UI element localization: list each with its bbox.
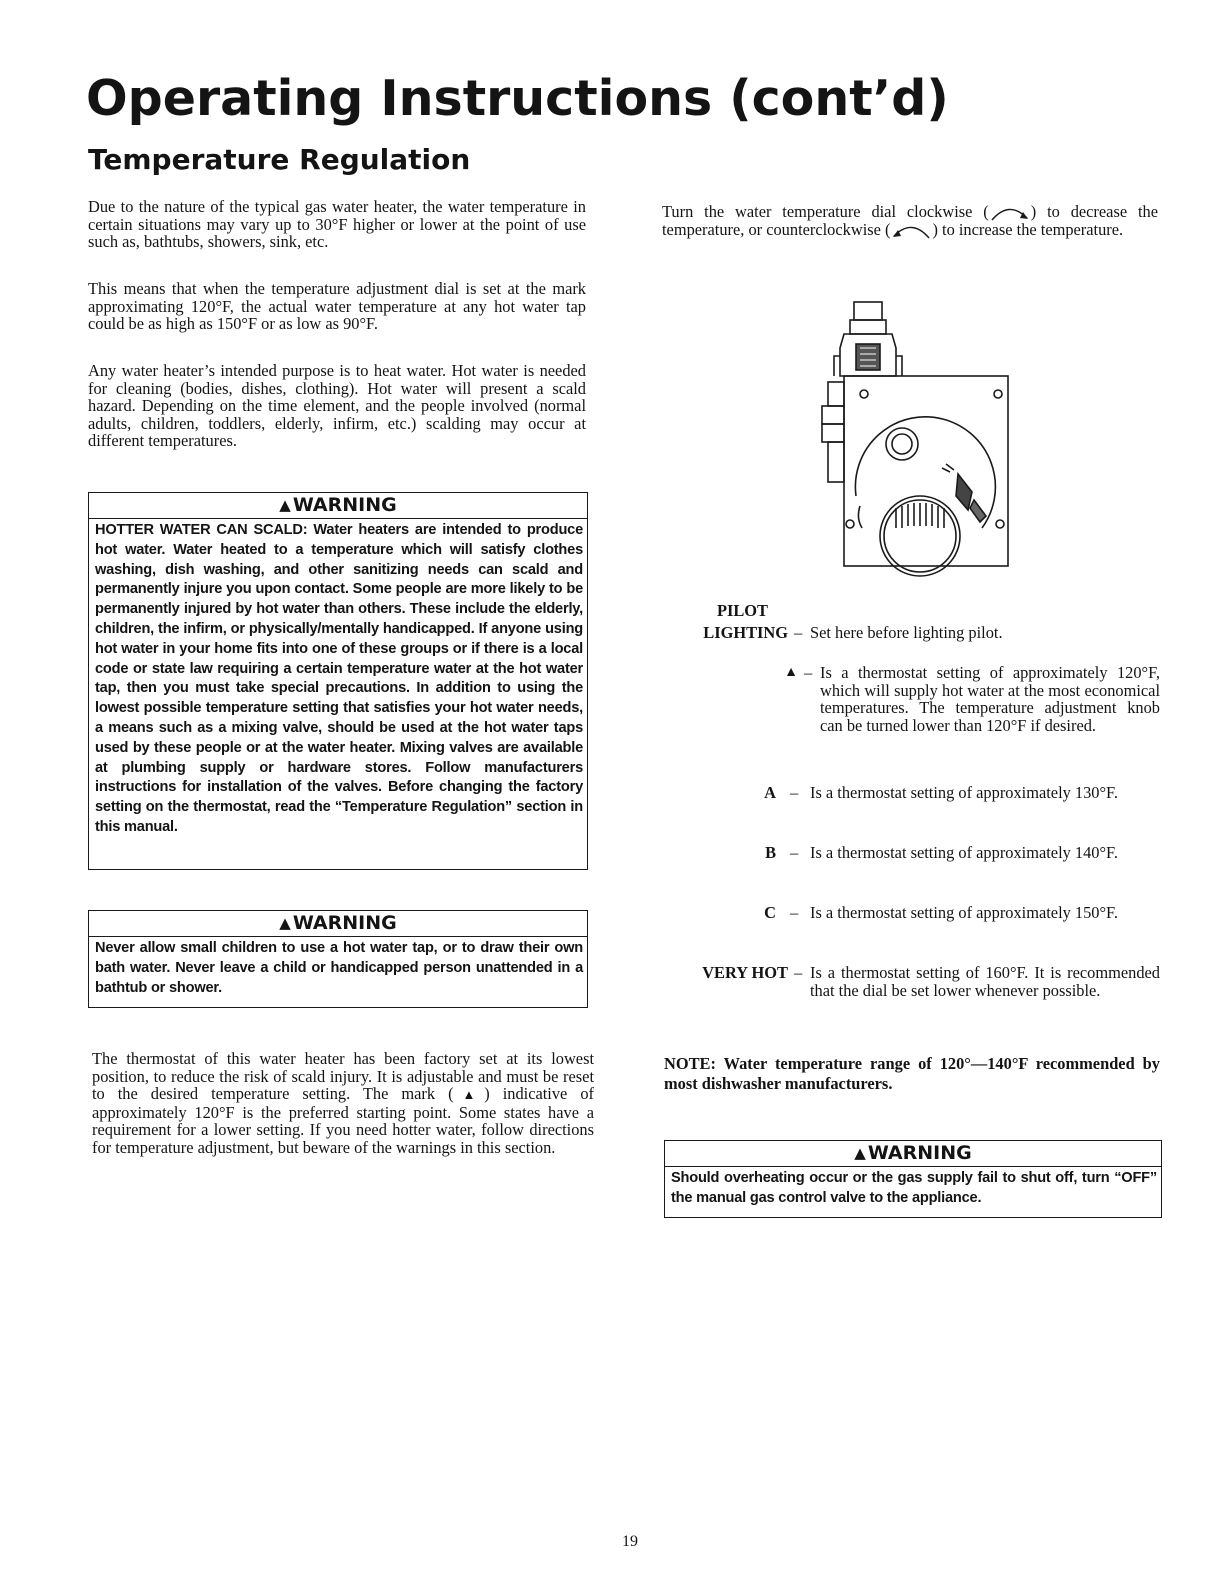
intro-paragraph: Due to the nature of the typical gas water heater, the water temperature in certain situations may vary up to 30°F higher or lower at the point of use such as, bathtubs, showers, sink, etc. — [88, 197, 586, 252]
section-title: Temperature Regulation — [88, 143, 471, 176]
setting-term: ▲ — [784, 665, 798, 680]
warning-text: Never allow small children to use a hot water tap, or to draw their own bath water. Never leave a child or handicapped person unattended in a bathtub or shower. — [95, 940, 583, 996]
warning-box-children — [88, 910, 588, 1008]
warning-header: ▲ WARNING — [89, 493, 587, 519]
factory-setting-paragraph: The thermostat of this water heater has been factory set at its lowest position, to reduce the risk of scald injury. It is adjustable and must be reset to the desired temperature setting. The mark (▲) indicative of approximately 120°F is the preferred starting point. Some states have a requirement for a lower setting. If you need hotter water, follow directions for temperature adjustment, but beware of the warnings in this section. — [92, 1049, 594, 1157]
setting-description: Is a thermostat setting of 160°F. It is recommended that the dial be set lower whenever possible. — [810, 963, 1160, 1000]
warning-triangle-icon: ▲ — [279, 496, 291, 514]
setting-dash: – — [804, 663, 813, 682]
setting-term: A — [764, 783, 776, 802]
setting-dash: – — [794, 963, 803, 982]
warning-triangle-icon: ▲ — [279, 914, 291, 932]
warning-triangle-icon: ▲ — [854, 1144, 866, 1162]
setting-dash: – — [794, 623, 803, 642]
dial-direction-paragraph: Turn the water temperature dial clockwise ( ) to decrease the temperature, or counterclockwise ( ) to increase the temperature. — [662, 202, 1158, 239]
setting-description: Set here before lighting pilot. — [810, 623, 1003, 642]
triangle-mark-icon: ▲ — [453, 1087, 485, 1103]
setting-dash: – — [790, 843, 799, 862]
gas-control-valve-diagram — [810, 296, 1020, 586]
warning-header: ▲ WARNING — [665, 1141, 1161, 1167]
setting-term: VERY HOT — [702, 963, 788, 982]
setting-description: Is a thermostat setting of approximately 130°F. — [810, 783, 1118, 802]
setting-term: B — [765, 843, 776, 862]
setting-description: Is a thermostat setting of approximately 140°F. — [810, 843, 1118, 862]
setting-dash: – — [790, 903, 799, 922]
dial-paragraph: This means that when the temperature adjustment dial is set at the mark approximating 120°F, the actual water temperature at any hot water tap could be as high as 150°F or as low as 90°F. — [88, 279, 586, 334]
warning-text: Should overheating occur or the gas supply fail to shut off, turn “OFF” the manual gas control valve to the appliance. — [671, 1170, 1157, 1206]
dishwasher-note: NOTE: Water temperature range of 120°—140°F recommended by most dishwasher manufacturers. — [664, 1054, 1160, 1093]
warning-text: HOTTER WATER CAN SCALD: Water heaters are intended to produce hot water. Water heated to a temperature which will satisfy clothes washing, dish washing, and other sanitizing needs can scald and permanently injure you upon contact. Some people are more likely to be permanently injured by hot water than others. These include the elderly, children, the infirm, or physically/mentally handicapped. If anyone using hot water in your home fits into one of these groups or if there is a local code or state law requiring a certain temperature water at the hot water tap, then you must take special precautions. In addition to using the lowest possible temperature setting that satisfies your hot water needs, a means such as a mixing valve, should be used at the hot water taps used by these people or at the water heater. Mixing valves are available at plumbing supply or hardware stores. Follow manufacturers instructions for installation of the valves. Before changing the factory setting on the thermostat, read the “Temperature Regulation” section in this manual. — [95, 522, 583, 835]
page-number: 19 — [622, 1533, 638, 1550]
warning-header: ▲ WARNING — [89, 911, 587, 937]
scald-paragraph: Any water heater’s intended purpose is to heat water. Hot water is needed for cleaning (bodies, dishes, clothing). Hot water will present a scald hazard. Depending on the time element, and the people involved (normal adults, children, toddlers, elderly, infirm, etc.) scalding may occur at different temperatures. — [88, 361, 586, 451]
setting-dash: – — [790, 783, 799, 802]
setting-term: LIGHTING — [703, 623, 788, 642]
warning-box-scald — [88, 492, 588, 870]
clockwise-arrow-icon — [989, 206, 1031, 220]
setting-term: C — [764, 903, 776, 922]
counterclockwise-arrow-icon — [890, 224, 932, 238]
setting-description: Is a thermostat setting of approximately 150°F. — [810, 903, 1118, 922]
warning-box-overheating — [664, 1140, 1162, 1218]
setting-description: Is a thermostat setting of approximately 120°F, which will supply hot water at the most economical temperatures. The temperature adjustment knob can be turned lower than 120°F if desired. — [820, 663, 1160, 735]
page-title: Operating Instructions (cont’d) — [86, 70, 949, 127]
setting-term: PILOT — [716, 601, 768, 620]
